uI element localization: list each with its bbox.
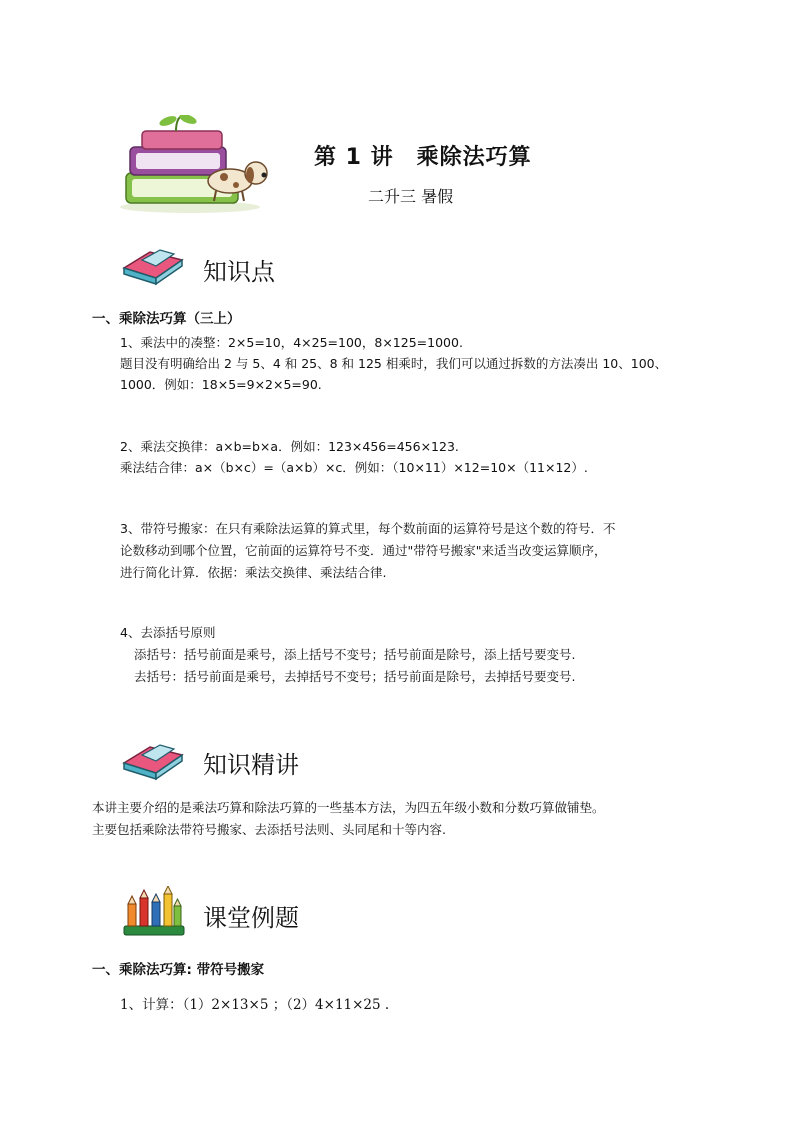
knowledge-section-title: 一、乘除法巧算（三上） <box>92 311 241 327</box>
lecture-line-1: 本讲主要介绍的是乘法巧算和除法巧算的一些基本方法，为四五年级小数和分数巧算做铺垫。 <box>92 800 605 815</box>
knowledge-item-4-line-3: 去括号：括号前面是乘号，去掉括号不变号；括号前面是除号，去掉括号要变号. <box>134 669 576 684</box>
lecture-line-2: 主要包括乘除法带符号搬家、去添括号法则、头同尾和十等内容. <box>92 822 446 837</box>
knowledge-item-3-line-3: 进行简化计算．依据：乘法交换律、乘法结合律. <box>120 565 387 580</box>
example-problem-1: 1、计算：（1）2×13×5 ；（2）4×11×25 . <box>120 997 390 1013</box>
knowledge-item-3-line-2: 论数移动到哪个位置，它前面的运算符号不变．通过"带符号搬家"来适当改变运算顺序， <box>120 543 607 558</box>
knowledge-item-4-line-1: 4、去添括号原则 <box>120 625 216 640</box>
knowledge-item-3-line-1: 3、带符号搬家：在只有乘除法运算的算式里，每个数前面的运算符号是这个数的符号．不 <box>120 521 616 536</box>
examples-section-title: 一、乘除法巧算: 带符号搬家 <box>92 962 265 978</box>
knowledge-item-1-line-2: 题目没有明确给出 2 与 5、4 和 25、8 和 125 相乘时，我们可以通过拆数的方法凑出 10、100、 <box>120 356 668 371</box>
section-heading-lecture: 知识精讲 <box>203 751 299 779</box>
pencils-icon <box>120 886 188 938</box>
book-icon <box>120 240 188 288</box>
section-heading-knowledge: 知识点 <box>203 258 275 286</box>
page-title: 第 1 讲 乘除法巧算 <box>314 145 532 170</box>
knowledge-item-2-line-2: 乘法结合律：a×（b×c）=（a×b）×c．例如：（10×11）×12=10×（11×12）. <box>120 460 588 475</box>
knowledge-item-2-line-1: 2、乘法交换律：a×b=b×a．例如：123×456=456×123. <box>120 439 459 454</box>
page-subtitle: 二升三 暑假 <box>368 187 454 206</box>
section-heading-examples: 课堂例题 <box>203 904 299 932</box>
knowledge-item-4-line-2: 添括号：括号前面是乘号，添上括号不变号；括号前面是除号，添上括号要变号. <box>134 647 576 662</box>
knowledge-item-1-line-3: 1000．例如：18×5=9×2×5=90. <box>120 377 322 392</box>
knowledge-item-1-line-1: 1、乘法中的凑整：2×5=10，4×25=100，8×125=1000. <box>120 335 463 350</box>
books-dog-illustration <box>118 115 276 215</box>
book-icon <box>120 735 188 783</box>
